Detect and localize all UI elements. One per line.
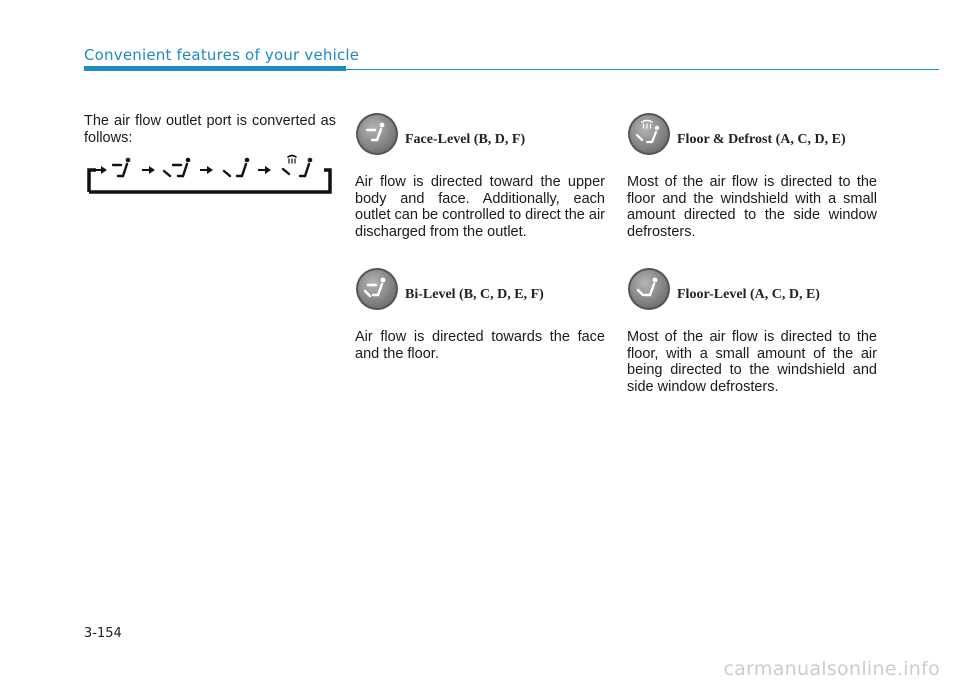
bi-level-mode-icon xyxy=(164,158,190,176)
floor-level-icon xyxy=(627,267,671,311)
mode-title: Bi-Level (B, C, D, E, F) xyxy=(405,287,544,302)
mode-floor-defrost xyxy=(627,112,877,240)
mode-title: Face-Level (B, D, F) xyxy=(405,132,526,147)
mode-description: Most of the air flow is directed to the floor, with a small amount of the air being directed to the windshield and side window defrosters. xyxy=(627,329,877,395)
mode-bi-level xyxy=(355,267,605,362)
mode-sequence-diagram xyxy=(84,152,336,196)
arrow-right-icon xyxy=(200,166,213,174)
page-number: 3-154 xyxy=(84,626,122,641)
mode-title: Floor-Level (A, C, D, E) xyxy=(677,287,820,302)
mode-face-level xyxy=(355,112,605,240)
mode-title: Floor & Defrost (A, C, D, E) xyxy=(677,132,846,147)
face-level-icon xyxy=(355,112,399,156)
floor-defrost-mode-icon xyxy=(283,156,312,177)
mode-description: Air flow is directed toward the upper body and face. Additionally, each outlet can be controlled to direct the air discharged from the outlet. xyxy=(355,174,605,240)
section-header-title: Convenient features of your vehicle xyxy=(84,46,360,64)
floor-level-mode-icon xyxy=(224,158,249,176)
bi-level-icon xyxy=(355,267,399,311)
floor-defrost-icon xyxy=(627,112,671,156)
header-accent-bar xyxy=(84,66,346,71)
arrow-right-icon xyxy=(142,166,155,174)
arrow-right-icon xyxy=(258,166,271,174)
header-divider-line xyxy=(346,69,939,71)
mode-description: Most of the air flow is directed to the floor and the windshield with a small amount directed to the side window defrosters. xyxy=(627,174,877,240)
arrow-right-icon xyxy=(93,166,107,174)
mode-floor-level xyxy=(627,267,877,395)
mode-description: Air flow is directed towards the face and the floor. xyxy=(355,329,605,362)
intro-text: The air flow outlet port is converted as follows: xyxy=(84,113,336,146)
face-level-mode-icon xyxy=(113,158,130,176)
watermark: carmanualsonline.info xyxy=(723,658,940,680)
